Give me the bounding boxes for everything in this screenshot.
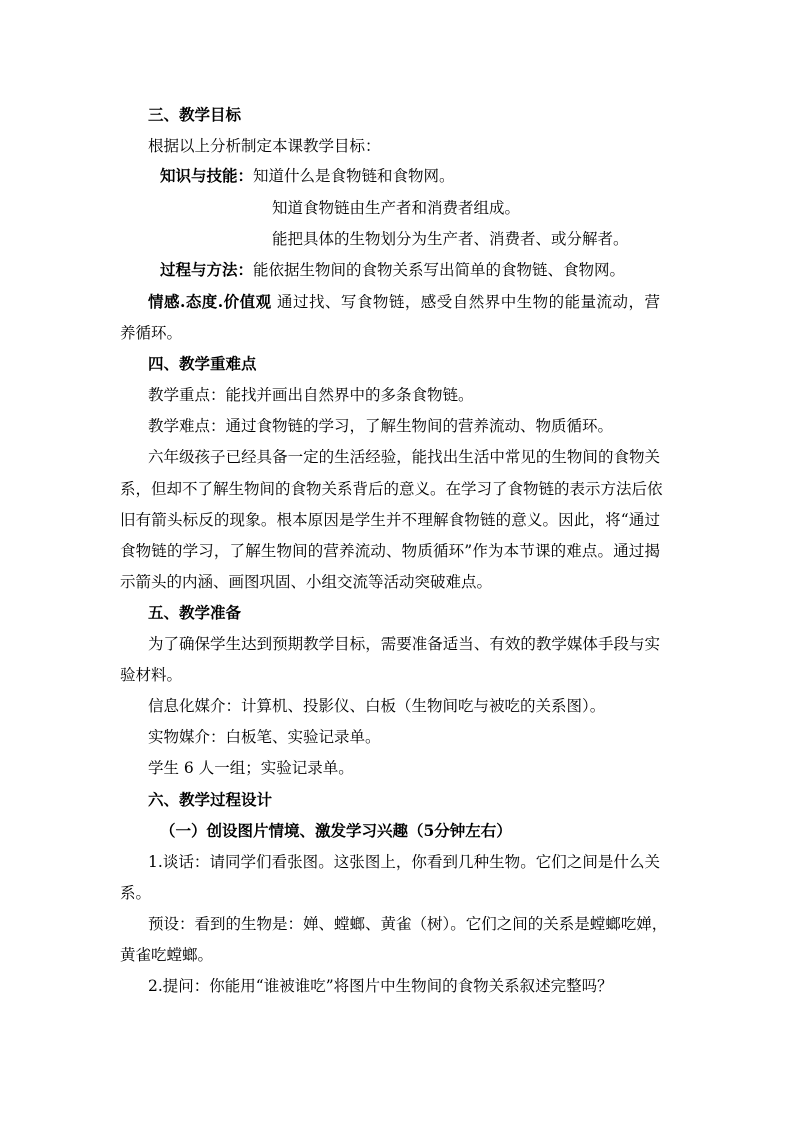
key-point: 教学重点：能找并画出自然界中的多条食物链。 — [148, 386, 474, 404]
process-text: 能依据生物间的食物关系写出简单的食物链、食物网。 — [253, 261, 626, 279]
student-grouping: 学生 6 人一组；实验记录单。 — [148, 759, 354, 777]
process-label: 过程与方法： — [160, 260, 254, 279]
analysis-line-2: 系，但却不了解生物间的食物关系背后的意义。在学习了食物链的表示方法后依 — [120, 480, 663, 498]
preset-line-1: 预设：看到的生物是：婵、螳螂、黄雀（树）。它们之间的关系是螳螂吃婵， — [148, 915, 668, 933]
prep-line-2: 验材料。 — [120, 666, 183, 684]
preset-line-2: 黄雀吃螳螂。 — [120, 946, 214, 964]
knowledge-text-1: 知道什么是食物链和食物网。 — [253, 167, 455, 185]
section-5-heading: 五、教学准备 — [148, 603, 242, 622]
section-4-heading: 四、教学重难点 — [148, 354, 257, 373]
difficulty-point: 教学难点：通过食物链的学习，了解生物间的营养流动、物质循环。 — [148, 417, 614, 435]
section-3-intro: 根据以上分析制定本课教学目标： — [148, 137, 381, 155]
physical-media: 实物媒介：白板笔、实验记录单。 — [148, 728, 381, 746]
item-1-line-2: 系。 — [120, 884, 152, 902]
item-2: 2.提问：你能用“谁被谁吃”将图片中生物间的食物关系叙述完整吗？ — [148, 977, 613, 995]
section-6-heading: 六、教学过程设计 — [148, 790, 273, 809]
item-1-line-1: 1.谈话：请同学们看张图。这张图上，你看到几种生物。它们之间是什么关 — [148, 853, 660, 871]
emotion-row — [148, 292, 660, 312]
process-row — [160, 260, 625, 280]
subsection-1-heading: （一）创设图片情境、激发学习兴趣（5分钟左右） — [160, 821, 512, 840]
analysis-line-4: 食物链的学习，了解生物间的营养流动、物质循环”作为本节课的难点。通过揭 — [120, 542, 660, 560]
analysis-line-3: 旧有箭头标反的现象。根本原因是学生并不理解食物链的意义。因此，将“通过 — [120, 511, 660, 529]
section-3-heading: 三、教学目标 — [148, 105, 242, 124]
info-media: 信息化媒介：计算机、投影仪、白板（生物间吃与被吃的关系图）。 — [148, 697, 606, 715]
emotion-text-2: 养循环。 — [120, 324, 183, 342]
prep-line-1: 为了确保学生达到预期教学目标，需要准备适当、有效的教学媒体手段与实 — [148, 635, 660, 653]
analysis-line-5: 示箭头的内涵、画图巩固、小组交流等活动突破难点。 — [120, 573, 493, 591]
emotion-text-1: 通过找、写食物链，感受自然界中生物的能量流动，营 — [271, 293, 660, 311]
knowledge-text-2: 知道食物链由生产者和消费者组成。 — [272, 199, 521, 217]
analysis-line-1: 六年级孩子已经具备一定的生活经验，能找出生活中常见的生物间的食物关 — [148, 448, 660, 466]
emotion-label: 情感.态度.价值观 — [148, 292, 272, 311]
knowledge-text-3: 能把具体的生物划分为生产者、消费者、或分解者。 — [272, 230, 629, 248]
knowledge-label: 知识与技能： — [160, 166, 254, 185]
knowledge-row — [160, 166, 455, 186]
